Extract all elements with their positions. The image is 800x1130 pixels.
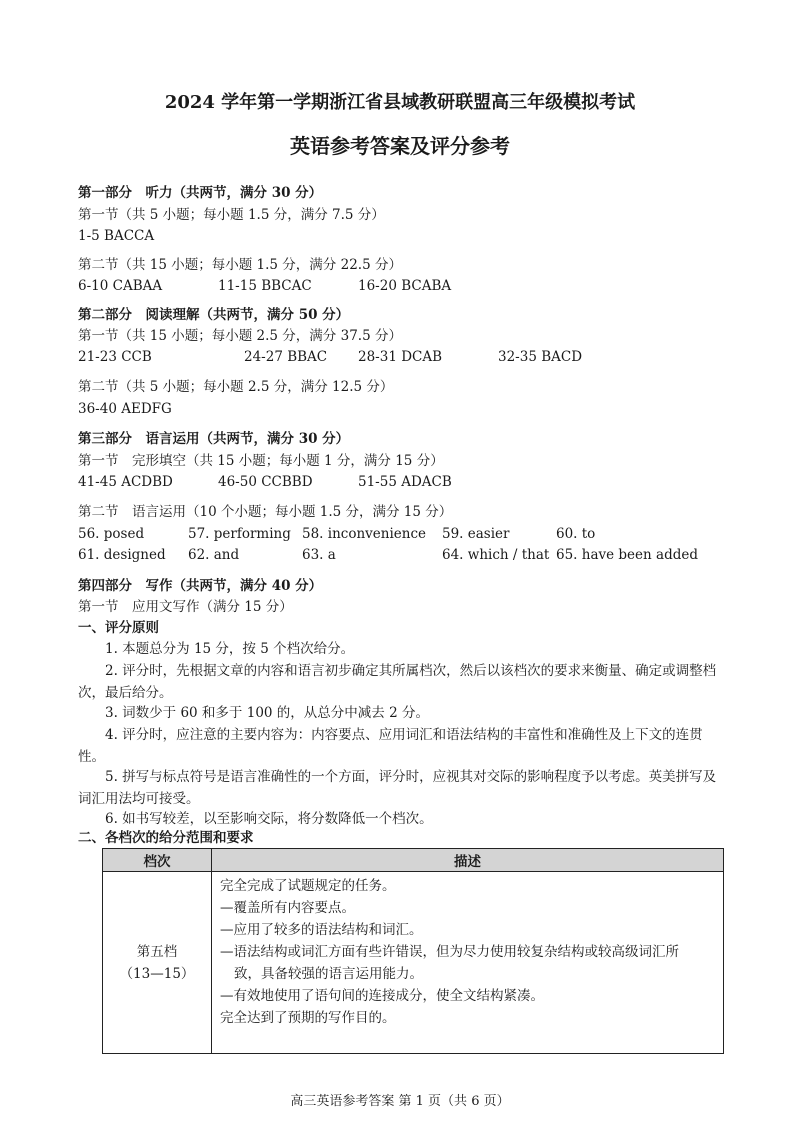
principle-item: 1. 本题总分为 15 分，按 5 个档次给分。 [105,641,355,657]
page-footer: 高三英语参考答案 第 1 页（共 6 页） [290,1094,510,1109]
answer-group: 32-35 BACD [498,349,583,365]
part3-heading: 第三部分 语言运用（共两节，满分 30 分） [78,431,350,447]
description-line: 完全完成了试题规定的任务。 [220,878,396,894]
part4-heading: 第四部分 写作（共两节，满分 40 分） [78,578,323,594]
answer-group: 28-31 DCAB [358,349,443,365]
part4-sec1-heading: 第一节 应用文写作（满分 15 分） [78,599,293,615]
answer-item: 64. which / that [442,547,550,563]
answer-group: 24-27 BBAC [244,349,328,365]
principle-item: 2. 评分时，先根据文章的内容和语言初步确定其所属档次，然后以该档次的要求来衡量、确定或调整档次，最后给分。 [78,663,717,701]
answer-group: 41-45 ACDBD [78,474,173,490]
principle-item: 3. 词数少于 60 和多于 100 的，从总分中减去 2 分。 [105,705,429,721]
part1-sec1-heading: 第一节（共 5 小题；每小题 1.5 分，满分 7.5 分） [78,207,385,223]
answer-item: 59. easier [442,526,510,542]
description-line: —应用了较多的语法结构和词汇。 [220,922,423,938]
principle-item: 4. 评分时，应注意的主要内容为：内容要点、应用词汇和语法结构的丰富性和准确性及上下文的连贯性。 [78,727,703,765]
description-cell [212,872,724,1054]
answer-item: 60. to [556,526,596,542]
part2-heading: 第二部分 阅读理解（共两节，满分 50 分） [78,307,350,323]
principles-heading: 一、评分原则 [78,620,159,636]
description-line: —覆盖所有内容要点。 [220,900,355,916]
column-header-description: 描述 [212,849,724,872]
answer-item: 63. a [302,547,336,563]
answer-item: 65. have been added [556,547,698,563]
answer-group: 16-20 BCABA [358,278,452,294]
answer-item: 61. designed [78,547,166,563]
answer-item: 57. performing [188,526,291,542]
part3-sec1-heading: 第一节 完形填空（共 15 小题；每小题 1 分，满分 15 分） [78,453,444,469]
table-header-row [103,849,724,872]
level-range: （13—15） [119,965,195,982]
table-row [103,872,724,1054]
exam-title: 2024 学年第一学期浙江省县域教研联盟高三年级模拟考试 [164,92,636,113]
part2-sec2-heading: 第二节（共 5 小题；每小题 2.5 分，满分 12.5 分） [78,379,394,395]
answer-group: 51-55 ADACB [358,474,452,490]
answer-item: 62. and [188,547,240,563]
description-line: —有效地使用了语句间的连接成分，使全文结构紧凑。 [220,988,544,1004]
column-header-level: 档次 [103,849,212,872]
answer-group: 11-15 BBCAC [218,278,312,294]
level-cell [103,872,212,1054]
ranges-heading: 二、各档次的给分范围和要求 [78,830,254,846]
answer-group: 6-10 CABAA [78,278,163,294]
answer-group: 1-5 BACCA [78,228,155,244]
principle-item: 5. 拼写与标点符号是语言准确性的一个方面，评分时，应视其对交际的影响程度予以考虑。英美拼写及词汇用法均可接受。 [78,769,717,807]
part1-sec2-heading: 第二节（共 15 小题；每小题 1.5 分，满分 22.5 分） [78,257,402,273]
description-line: 完全达到了预期的写作目的。 [220,1010,396,1026]
part1-heading: 第一部分 听力（共两节，满分 30 分） [78,185,323,201]
part2-sec1-heading: 第一节（共 15 小题；每小题 2.5 分，满分 37.5 分） [78,328,402,344]
grading-table [102,848,724,1054]
level-name: 第五档 [136,943,178,960]
part3-sec2-heading: 第二节 语言运用（10 个小题；每小题 1.5 分，满分 15 分） [78,504,453,520]
description-line: 致，具备较强的语言运用能力。 [234,966,423,982]
answer-item: 56. posed [78,526,145,542]
answer-group: 21-23 CCB [78,349,152,365]
description-line: —语法结构或词汇方面有些许错误，但为尽力使用较复杂结构或较高级词汇所 [220,944,679,960]
answer-item: 58. inconvenience [302,526,427,542]
answer-group: 46-50 CCBBD [218,474,313,490]
principle-item: 6. 如书写较差，以至影响交际，将分数降低一个档次。 [105,811,433,827]
answer-group: 36-40 AEDFG [78,401,172,417]
answer-key-title: 英语参考答案及评分参考 [290,134,510,158]
